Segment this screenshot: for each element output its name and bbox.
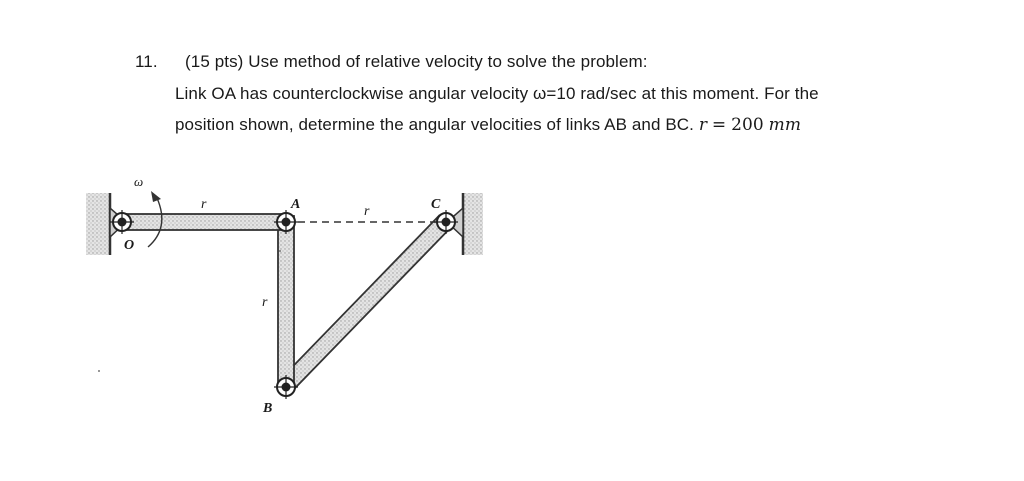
link-oa [122, 214, 288, 230]
given-unit: mm [768, 115, 802, 135]
omega-label: ω [134, 174, 144, 189]
given-equals: = [711, 115, 727, 135]
point-o-label: O [124, 238, 135, 253]
r-label-oa: r [201, 197, 207, 212]
omega-arrow-head [151, 191, 161, 202]
scan-dot [279, 250, 281, 252]
link-bc [279, 216, 451, 393]
point-b-label: B [263, 401, 273, 416]
problem-number: 11. [135, 52, 158, 71]
problem-statement-text: position shown, determine the angular velocities of links AB and BC. [175, 115, 694, 134]
point-a-label: A [291, 197, 301, 212]
point-c-label: C [431, 197, 441, 212]
given-value: 200 [731, 115, 764, 135]
r-label-ab: r [262, 295, 268, 310]
problem-header: (15 pts) Use method of relative velocity to solve the problem: [185, 52, 648, 71]
problem-statement-line-1: Link OA has counterclockwise angular velocity ω=10 rad/sec at this moment. For the [175, 84, 819, 103]
r-label-ac: r [364, 204, 370, 219]
link-ab [278, 216, 294, 387]
scan-dot [98, 370, 100, 372]
given-variable: r [698, 115, 708, 135]
